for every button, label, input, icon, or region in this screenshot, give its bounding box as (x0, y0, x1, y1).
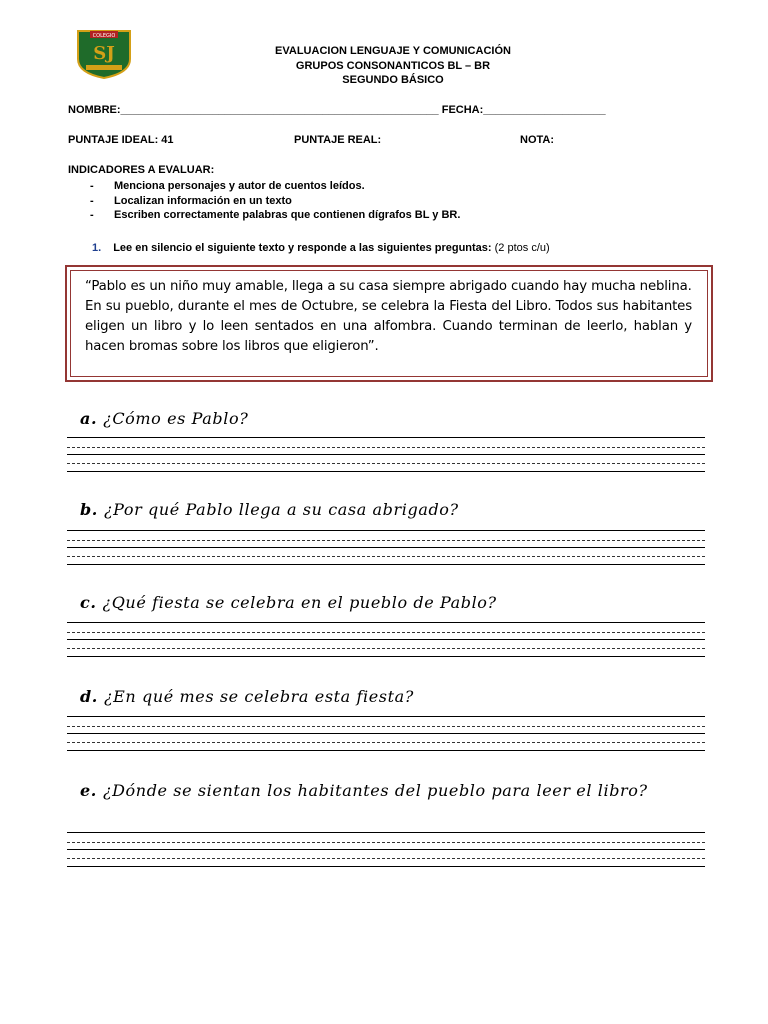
logo-initials: SJ (93, 43, 115, 64)
question-c: c. ¿Qué fiesta se celebra en el pueblo de Pablo? (80, 593, 497, 612)
nota[interactable]: NOTA: (520, 134, 555, 146)
name-date-field[interactable]: NOMBRE:____________________________________________________ FECHA:____________________ (68, 104, 606, 116)
header-grade: SEGUNDO BÁSICO (342, 74, 444, 86)
question-d: d. ¿En qué mes se celebra esta fiesta? (80, 687, 414, 706)
document-header (0, 44, 768, 88)
header-subtitle: GRUPOS CONSONANTICOS BL – BR (295, 59, 491, 72)
question-a: a. ¿Cómo es Pablo? (80, 409, 249, 428)
logo-text: COLEGIO (92, 33, 116, 39)
indicators-list (90, 179, 460, 223)
instruction (92, 242, 550, 254)
puntaje-ideal: PUNTAJE IDEAL: 41 (68, 134, 174, 146)
reading-paragraph-2: En su pueblo, durante el mes de Octubre, se celebra la Fiesta del Libro. Todos sus habitantes eligen un libro y lo leen sentados en una alfombra. Cuando terminan de leerlo, hablan y hacen bromas sobre los libros que eligieron”. (85, 299, 692, 354)
reading-paragraph-1: “Pablo es un niño muy amable, llega a su casa siempre abrigado cuando hay mucha neblina. (85, 279, 692, 294)
reading-box (65, 265, 713, 382)
instruction-number: 1. (92, 242, 102, 254)
indicator-item: - Escriben correctamente palabras que contienen dígrafos BL y BR. (90, 209, 461, 221)
header-title: EVALUACION LENGUAJE Y COMUNICACIÓN (275, 45, 511, 57)
indicator-item: - Menciona personajes y autor de cuentos leídos. (90, 180, 365, 192)
puntaje-real[interactable]: PUNTAJE REAL: (294, 134, 382, 146)
question-e: e. ¿Dónde se sientan los habitantes del pueblo para leer el libro? (80, 781, 648, 800)
indicators-title: INDICADORES A EVALUAR: (68, 164, 215, 176)
question-b: b. ¿Por qué Pablo llega a su casa abrigado? (80, 500, 459, 519)
instruction-points: (2 ptos c/u) (494, 242, 550, 254)
instruction-text: Lee en silencio el siguiente texto y responde a las siguientes preguntas: (113, 242, 492, 254)
indicator-item: - Localizan información en un texto (90, 194, 292, 207)
